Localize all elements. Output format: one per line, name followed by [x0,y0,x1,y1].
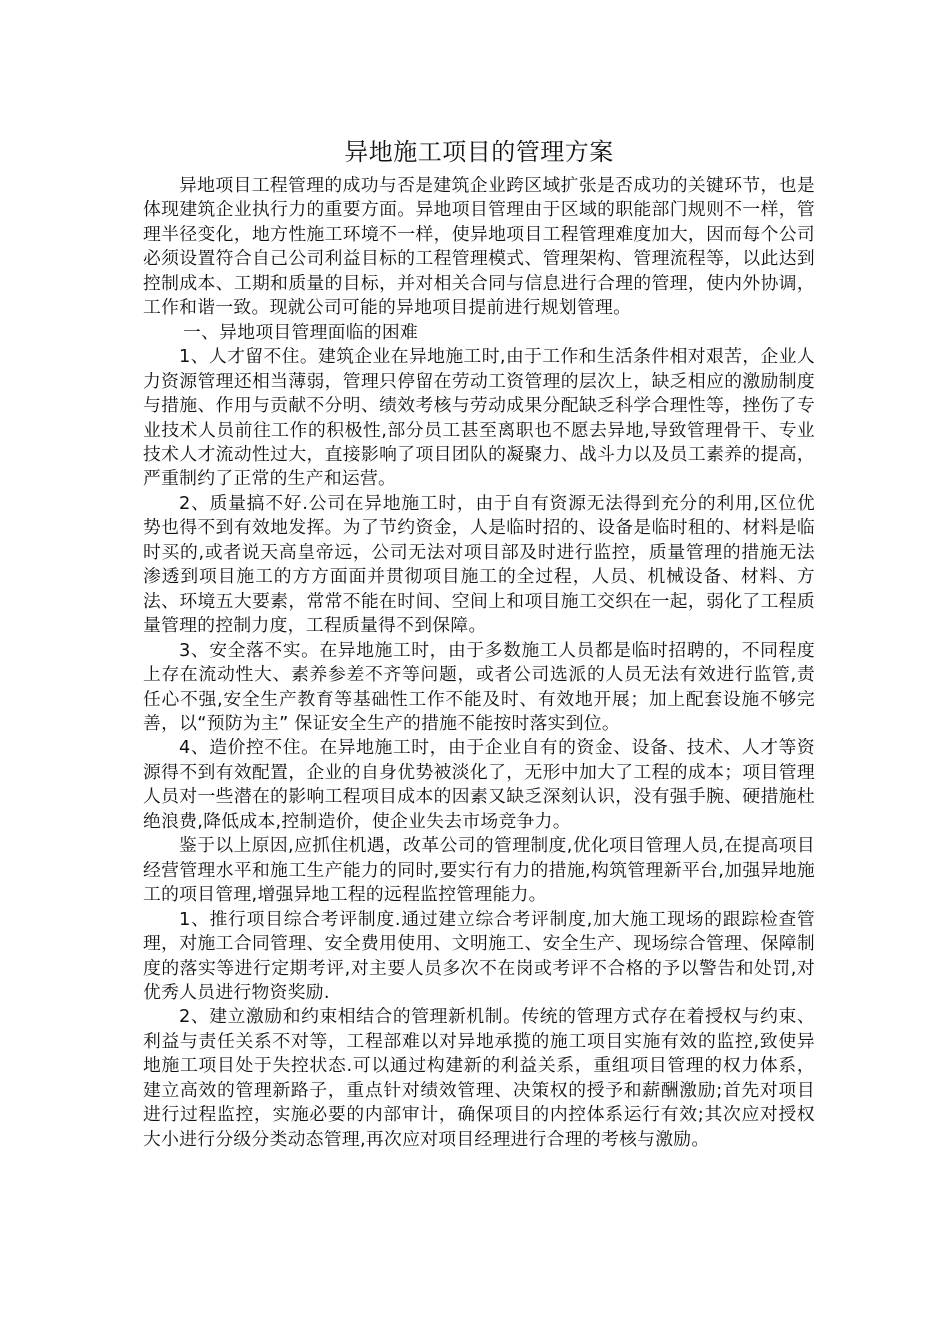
difficulty-paragraph-cost: 4、造价控不住。在异地施工时，由于企业自有的资金、设备、技术、人才等资源得不到有效配置，企业的自身优势被淡化了，无形中加大了工程的成本；项目管理人员对一些潜在的影响工程项目成本的因素又缺乏深刻认识，没有强手腕、硬措施杜绝浪费,降低成本,控制造价，使企业失去市场竞争力。 [143,737,815,832]
measure-paragraph-incentive: 2、建立激励和约束相结合的管理新机制。传统的管理方式存在着授权与约束、利益与责任关系不对等，工程部难以对异地承揽的施工项目实施有效的监控,致使异地施工项目处于失控状态.可以通过构建新的利益关系，重组项目管理的权力体系，建立高效的管理新路子，重点针对绩效管理、决策权的授予和薪酬激励;首先对项目进行过程监控，实施必要的内部审计，确保项目的内控体系运行有效;其次应对授权大小进行分级分类动态管理,再次应对项目经理进行合理的考核与激励。 [143,1006,815,1150]
intro-paragraph: 异地项目工程管理的成功与否是建筑企业跨区域扩张是否成功的关键环节，也是体现建筑企业执行力的重要方面。异地项目管理由于区域的职能部门规则不一样，管理半径变化，地方性施工环境不一样，使异地项目工程管理难度加大，因而每个公司必须设置符合自己公司利益目标的工程管理模式、管理架构、管理流程等，以此达到控制成本、工期和质量的目标，并对相关合同与信息进行合理的管理，使内外协调，工作和谐一致。现就公司可能的异地项目提前进行规划管理。 [143,175,815,319]
difficulty-paragraph-talent: 1、人才留不住。建筑企业在异地施工时,由于工作和生活条件相对艰苦，企业人力资源管理还相当薄弱，管理只停留在劳动工资管理的层次上，缺乏相应的激励制度与措施、作用与贡献不分明、绩效考核与劳动成果分配缺乏科学合理性等，挫伤了专业技术人员前往工作的积极性,部分员工甚至离职也不愿去异地,导致管理骨干、专业技术人才流动性过大，直接影响了项目团队的凝聚力、战斗力以及员工素养的提高，严重制约了正常的生产和运营。 [143,346,815,490]
document-title: 异地施工项目的管理方案 [344,138,614,166]
measure-paragraph-evaluation: 1、推行项目综合考评制度.通过建立综合考评制度,加大施工现场的跟踪检查管理，对施工合同管理、安全费用使用、文明施工、安全生产、现场综合管理、保障制度的落实等进行定期考评,对主要人员多次不在岗或考评不合格的予以警告和处罚,对优秀人员进行物资奖励. [143,908,815,1003]
transition-paragraph: 鉴于以上原因,应抓住机遇，改革公司的管理制度,优化项目管理人员,在提高项目经营管理水平和施工生产能力的同时,要实行有力的措施,构筑管理新平台,加强异地施工的项目管理,增强异地工程的远程监控管理能力。 [143,835,815,906]
difficulty-paragraph-safety: 3、安全落不实。在异地施工时，由于多数施工人员都是临时招聘的，不同程度上存在流动性大、素养参差不齐等问题，或者公司选派的人员无法有效进行监管,责任心不强,安全生产教育等基础性工作不能及时、有效地开展；加上配套设施不够完善，以“预防为主” 保证安全生产的措施不能按时落实到位。 [143,639,815,734]
section-heading-difficulties: 一、异地项目管理面临的困难 [183,321,419,343]
difficulty-paragraph-quality: 2、质量搞不好.公司在异地施工时，由于自有资源无法得到充分的利用,区位优势也得不到有效地发挥。为了节约资金，人是临时招的、设备是临时租的、材料是临时买的,或者说天高皇帝远，公司无法对项目部及时进行监控，质量管理的措施无法渗透到项目施工的方方面面并贯彻项目施工的全过程，人员、机械设备、材料、方法、环境五大要素，常常不能在时间、空间上和项目施工交织在一起，弱化了工程质量管理的控制力度，工程质量得不到保障。 [143,492,815,637]
document-body [143,132,815,1152]
